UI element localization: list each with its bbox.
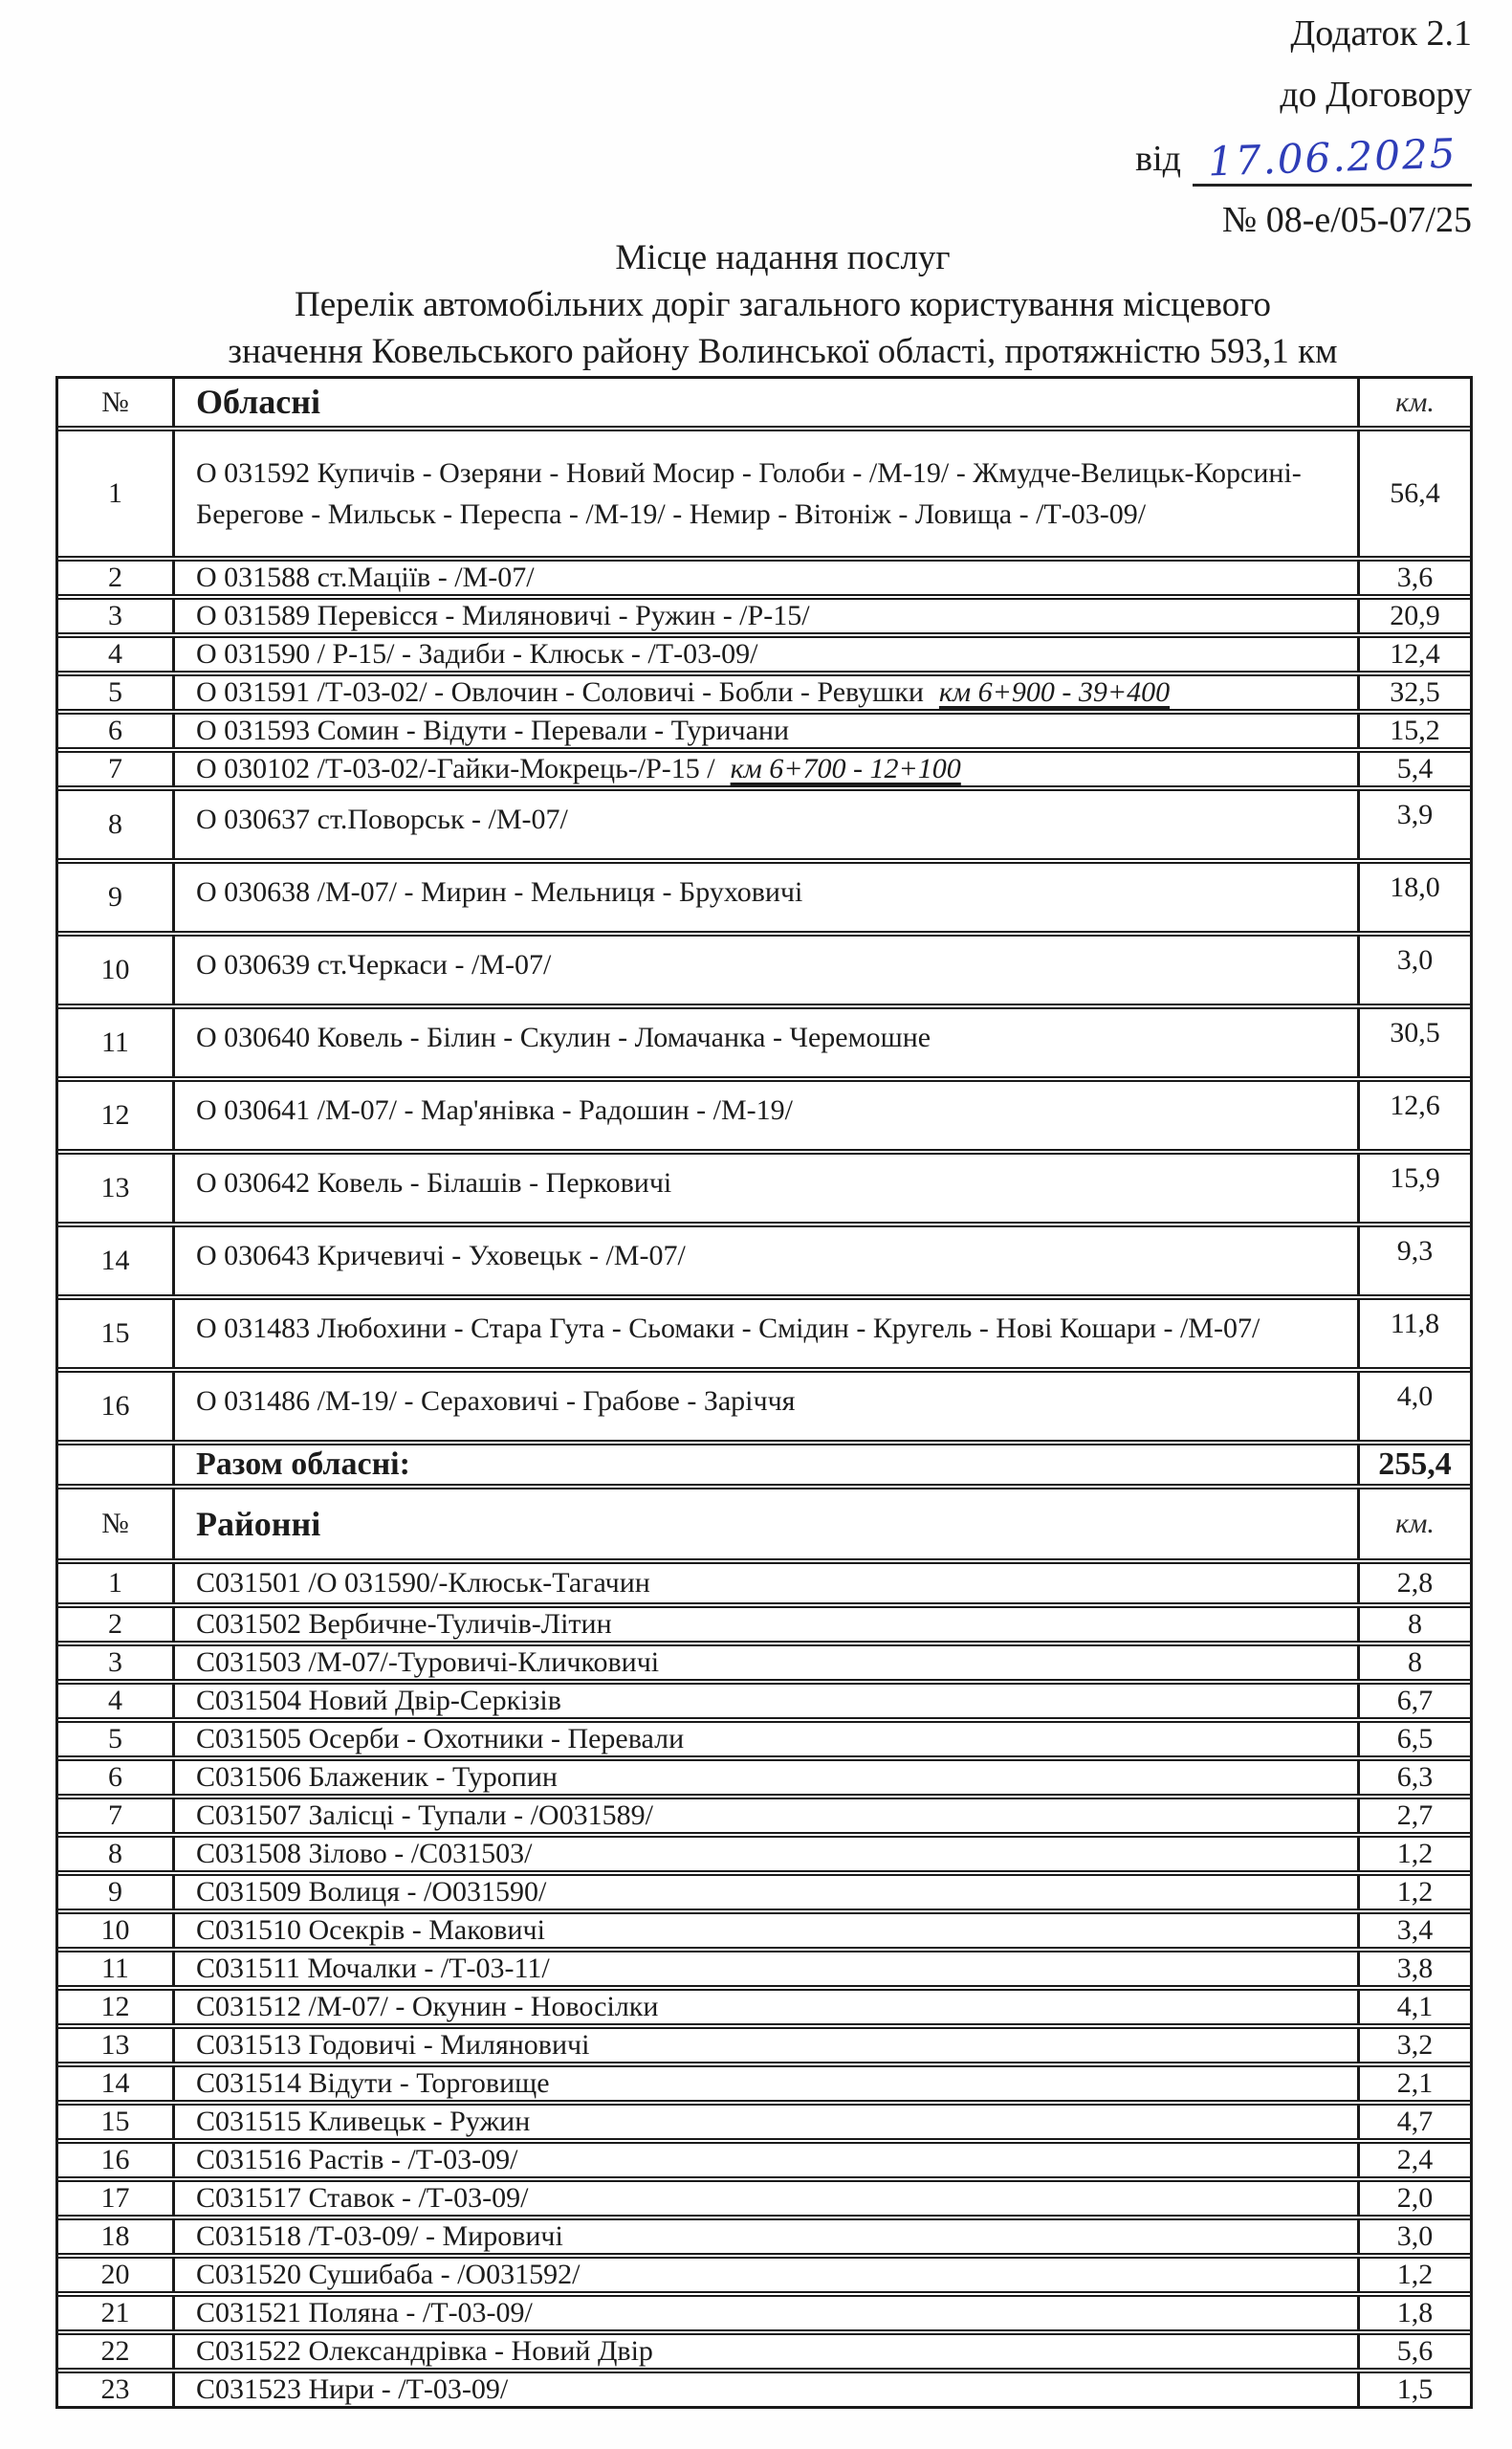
- date-underline: [1193, 129, 1472, 187]
- road-length-cell: 32,5: [1357, 676, 1470, 709]
- table-row: [58, 1004, 1470, 1076]
- road-name-cell: [175, 431, 1357, 556]
- road-name: С031512 /М-07/ - Окунин - Новосілки: [196, 1991, 659, 2023]
- road-name: С031520 Сушибаба - /О031592/: [196, 2259, 581, 2291]
- road-name: О 031592 Купичів - Озеряни - Новий Мосир - Голоби - /М-19/ - Жмудче-Велицьк-Корсині-Берегове - Мильськ - Переспа - /М-19/ - Немир - Вітоніж - Ловища - /Т-03-09/: [196, 456, 1302, 530]
- table-row: [58, 1076, 1470, 1149]
- road-name-cell: [175, 2106, 1357, 2138]
- road-name-cell: [175, 1876, 1357, 1908]
- title-block: [77, 235, 1489, 375]
- road-length-cell: 2,1: [1357, 2067, 1470, 2100]
- row-number-cell: 4: [58, 1685, 175, 1717]
- road-name: С031523 Нири - /Т-03-09/: [196, 2373, 509, 2406]
- contract-number: № 08-е/05-07/25: [1221, 200, 1472, 241]
- row-number-cell: 7: [58, 753, 175, 785]
- row-number-cell: 12: [58, 1991, 175, 2023]
- row-number-cell: 2: [58, 562, 175, 594]
- row-number-cell: 10: [58, 937, 175, 1004]
- table-row: [58, 671, 1470, 709]
- road-name: С031517 Ставок - /Т-03-09/: [196, 2182, 529, 2215]
- row-number-cell: 7: [58, 1799, 175, 1832]
- row-number-cell: 18: [58, 2220, 175, 2253]
- row-number-cell: 13: [58, 2029, 175, 2062]
- table-row: [58, 1641, 1470, 1679]
- row-number-cell: 16: [58, 1373, 175, 1440]
- regional-header-title: Обласні: [196, 383, 321, 422]
- road-length-cell: 2,7: [1357, 1799, 1470, 1832]
- road-length-cell: 30,5: [1357, 1009, 1470, 1076]
- district-header-num: №: [58, 1489, 175, 1558]
- table-row: [58, 2329, 1470, 2368]
- road-name: С031515 Кливецьк - Ружин: [196, 2106, 531, 2138]
- road-length-cell: 15,2: [1357, 715, 1470, 747]
- road-name: О 030637 ст.Поворськ - /М-07/: [196, 804, 568, 835]
- road-name-cell: [175, 1799, 1357, 1832]
- road-name-cell: [175, 1300, 1357, 1367]
- road-name-cell: [175, 1155, 1357, 1222]
- road-name: О 030640 Ковель - Білин - Скулин - Ломачанка - Черемошне: [196, 1022, 931, 1053]
- road-length-cell: 3,4: [1357, 1914, 1470, 1947]
- row-number-cell: 4: [58, 638, 175, 671]
- table-row: [58, 1985, 1470, 2023]
- table-row: [58, 1832, 1470, 1870]
- road-name-cell: [175, 1838, 1357, 1870]
- road-name-cell: [175, 2144, 1357, 2176]
- district-table-body: [58, 1564, 1470, 2406]
- road-length-cell: 1,2: [1357, 2259, 1470, 2291]
- row-number-cell: 11: [58, 1009, 175, 1076]
- road-name: О 031483 Любохини - Стара Гута - Сьомаки - Смідин - Кругель - Нові Кошари - /М-07/: [196, 1313, 1260, 1344]
- road-name: О 030639 ст.Черкаси - /М-07/: [196, 949, 552, 981]
- row-number-cell: 20: [58, 2259, 175, 2291]
- table-row: [58, 785, 1470, 858]
- table-row: [58, 2253, 1470, 2291]
- row-number-cell: 11: [58, 1953, 175, 1985]
- road-name-cell: [175, 2373, 1357, 2406]
- road-length-cell: 2,0: [1357, 2182, 1470, 2215]
- table-row: [58, 931, 1470, 1004]
- row-number-cell: 16: [58, 2144, 175, 2176]
- road-name: С031506 Блаженик - Туропин: [196, 1761, 558, 1794]
- road-name-cell: [175, 791, 1357, 858]
- table-row: [58, 1602, 1470, 1641]
- road-name: С031502 Вербичне-Туличів-Літин: [196, 1608, 612, 1641]
- road-length-cell: 6,5: [1357, 1723, 1470, 1755]
- row-number-cell: 2: [58, 1608, 175, 1641]
- road-length-cell: 12,4: [1357, 638, 1470, 671]
- table-row: [58, 2138, 1470, 2176]
- road-name: С031521 Поляна - /Т-03-09/: [196, 2297, 533, 2329]
- row-number-cell: 6: [58, 1761, 175, 1794]
- road-name-cell: [175, 2335, 1357, 2368]
- road-name: О 030641 /М-07/ - Мар'янівка - Радошин - /М-19/: [196, 1094, 793, 1126]
- row-number-cell: 15: [58, 1300, 175, 1367]
- table-row: [58, 1755, 1470, 1794]
- district-header-km: км.: [1357, 1489, 1470, 1558]
- table-row: [58, 1367, 1470, 1440]
- road-length-cell: 18,0: [1357, 864, 1470, 931]
- district-table-header: [58, 1489, 1470, 1564]
- road-name: С031501 /О 031590/-Клюськ-Тагачин: [196, 1567, 650, 1600]
- table-row: [58, 2023, 1470, 2062]
- table-row: [58, 594, 1470, 632]
- road-length-cell: 3,8: [1357, 1953, 1470, 1985]
- table-row: [58, 431, 1470, 556]
- row-number-cell: 13: [58, 1155, 175, 1222]
- road-name-cell: [175, 1953, 1357, 1985]
- district-header-title: Районні: [196, 1504, 321, 1543]
- road-name-cell: [175, 864, 1357, 931]
- regional-table-header: [58, 379, 1470, 431]
- road-length-cell: 6,3: [1357, 1761, 1470, 1794]
- road-length-cell: 2,4: [1357, 2144, 1470, 2176]
- handwritten-date: 17.06.2025: [1206, 129, 1457, 186]
- row-number-cell: 15: [58, 2106, 175, 2138]
- road-length-cell: 1,2: [1357, 1838, 1470, 1870]
- road-name: О 030642 Ковель - Білашів - Перковичі: [196, 1167, 672, 1199]
- table-row: [58, 1908, 1470, 1947]
- doc-header: [1135, 13, 1472, 261]
- table-row: [58, 2368, 1470, 2406]
- row-number-cell: 3: [58, 1646, 175, 1679]
- road-name: О 030643 Кричевичі - Уховецьк - /М-07/: [196, 1240, 686, 1271]
- row-number-cell: 14: [58, 2067, 175, 2100]
- row-number-cell: 1: [58, 431, 175, 556]
- road-name: С031513 Годовичі - Миляновичі: [196, 2029, 590, 2062]
- date-from-label: від: [1135, 139, 1181, 180]
- row-number-cell: 14: [58, 1227, 175, 1294]
- road-length-cell: 1,8: [1357, 2297, 1470, 2329]
- road-length-cell: 3,6: [1357, 562, 1470, 594]
- road-name-cell: [175, 1009, 1357, 1076]
- road-name-cell: [175, 715, 1357, 747]
- row-number-cell: 9: [58, 864, 175, 931]
- road-name-cell: [175, 1723, 1357, 1755]
- road-length-cell: 11,8: [1357, 1300, 1470, 1367]
- road-name: О 030638 /М-07/ - Мирин - Мельниця - Бруховичі: [196, 876, 803, 908]
- road-length-cell: 3,2: [1357, 2029, 1470, 2062]
- table-row: [58, 1149, 1470, 1222]
- road-name-cell: [175, 1685, 1357, 1717]
- regional-total-km: 255,4: [1357, 1445, 1470, 1484]
- table-row: [58, 709, 1470, 747]
- row-number-cell: 8: [58, 1838, 175, 1870]
- road-name: С031514 Відути - Торговище: [196, 2067, 550, 2100]
- road-name: С031509 Волиця - /О031590/: [196, 1876, 547, 1908]
- road-length-cell: 9,3: [1357, 1227, 1470, 1294]
- row-number-cell: 5: [58, 1723, 175, 1755]
- table-row: [58, 556, 1470, 594]
- road-km-range: км 6+700 - 12+100: [730, 753, 961, 785]
- table-row: [58, 2215, 1470, 2253]
- road-name: С031505 Осерби - Охотники - Перевали: [196, 1723, 685, 1755]
- table-row: [58, 1564, 1470, 1602]
- table-row: [58, 2100, 1470, 2138]
- road-name: С031503 /М-07/-Туровичі-Кличковичі: [196, 1646, 660, 1679]
- road-length-cell: 12,6: [1357, 1082, 1470, 1149]
- table-row: [58, 1294, 1470, 1367]
- road-name-cell: [175, 937, 1357, 1004]
- road-length-cell: 3,9: [1357, 791, 1470, 858]
- road-length-cell: 8: [1357, 1646, 1470, 1679]
- title-line-region: значення Ковельського району Волинської області, протяжністю 593,1 км: [228, 331, 1338, 371]
- road-length-cell: 5,4: [1357, 753, 1470, 785]
- road-name: О 031593 Сомин - Відути - Перевали - Туричани: [196, 715, 790, 747]
- road-name-cell: [175, 2067, 1357, 2100]
- regional-header-km: км.: [1357, 379, 1470, 426]
- row-number-cell: 12: [58, 1082, 175, 1149]
- road-name-cell: [175, 1082, 1357, 1149]
- road-name: О 030102 /Т-03-02/-Гайки-Мокрець-/Р-15 /: [196, 753, 715, 785]
- road-length-cell: 15,9: [1357, 1155, 1470, 1222]
- road-name-cell: [175, 2220, 1357, 2253]
- road-name-cell: [175, 1991, 1357, 2023]
- row-number-cell: 9: [58, 1876, 175, 1908]
- road-length-cell: 4,0: [1357, 1373, 1470, 1440]
- table-row: [58, 2062, 1470, 2100]
- road-length-cell: 4,1: [1357, 1991, 1470, 2023]
- table-row: [58, 1947, 1470, 1985]
- road-name: С031507 Залісці - Тупали - /О031589/: [196, 1799, 653, 1832]
- regional-header-num: №: [58, 379, 175, 426]
- table-row: [58, 1794, 1470, 1832]
- title-line-place: Місце надання послуг: [615, 238, 951, 277]
- road-length-cell: 3,0: [1357, 937, 1470, 1004]
- road-name-cell: [175, 1564, 1357, 1602]
- roads-tables: [55, 376, 1473, 2409]
- row-number-cell: 22: [58, 2335, 175, 2368]
- road-km-range: км 6+900 - 39+400: [938, 676, 1171, 709]
- table-row: [58, 632, 1470, 671]
- road-name-cell: [175, 638, 1357, 671]
- road-name-cell: [175, 600, 1357, 632]
- table-row: [58, 2176, 1470, 2215]
- road-length-cell: 6,7: [1357, 1685, 1470, 1717]
- road-name-cell: [175, 676, 1357, 709]
- regional-total-row: [58, 1440, 1470, 1489]
- row-number-cell: 10: [58, 1914, 175, 1947]
- road-name: О 031590 / Р-15/ - Задиби - Клюськ - /Т-03-09/: [196, 638, 758, 671]
- road-name: С031518 /Т-03-09/ - Мировичі: [196, 2220, 563, 2253]
- road-name: С031510 Осекрів - Маковичі: [196, 1914, 545, 1947]
- road-length-cell: 5,6: [1357, 2335, 1470, 2368]
- road-length-cell: 1,5: [1357, 2373, 1470, 2406]
- road-name-cell: [175, 753, 1357, 785]
- road-length-cell: 3,0: [1357, 2220, 1470, 2253]
- regional-total-label: Разом обласні:: [196, 1446, 410, 1483]
- road-name-cell: [175, 2029, 1357, 2062]
- road-length-cell: 4,7: [1357, 2106, 1470, 2138]
- row-number-cell: 3: [58, 600, 175, 632]
- road-name-cell: [175, 2297, 1357, 2329]
- road-name: О 031486 /М-19/ - Сераховичі - Грабове - Заріччя: [196, 1385, 796, 1417]
- road-name-cell: [175, 1914, 1357, 1947]
- table-row: [58, 1679, 1470, 1717]
- road-name-cell: [175, 2182, 1357, 2215]
- appendix-label: Додаток 2.1: [1290, 13, 1472, 54]
- road-name: С031522 Олександрівка - Новий Двір: [196, 2335, 653, 2368]
- row-number-cell: 6: [58, 715, 175, 747]
- table-row: [58, 1870, 1470, 1908]
- road-name-cell: [175, 2259, 1357, 2291]
- contract-date-line: [1135, 129, 1472, 187]
- road-name-cell: [175, 1373, 1357, 1440]
- row-number-cell: 8: [58, 791, 175, 858]
- regional-table-body: [58, 431, 1470, 1440]
- road-name: С031508 Зілово - /С031503/: [196, 1838, 533, 1870]
- road-name-cell: [175, 1227, 1357, 1294]
- regional-total-num-cell: [58, 1445, 175, 1484]
- row-number-cell: 23: [58, 2373, 175, 2406]
- table-row: [58, 747, 1470, 785]
- to-contract-label: до Договору: [1280, 74, 1472, 115]
- road-name-cell: [175, 562, 1357, 594]
- table-row: [58, 1222, 1470, 1294]
- road-length-cell: 8: [1357, 1608, 1470, 1641]
- road-length-cell: 1,2: [1357, 1876, 1470, 1908]
- road-name-cell: [175, 1646, 1357, 1679]
- row-number-cell: 17: [58, 2182, 175, 2215]
- title-line-list: Перелік автомобільних доріг загального користування місцевого: [295, 284, 1271, 324]
- road-name-cell: [175, 1761, 1357, 1794]
- road-name: С031511 Мочалки - /Т-03-11/: [196, 1953, 550, 1985]
- row-number-cell: 1: [58, 1564, 175, 1602]
- row-number-cell: 21: [58, 2297, 175, 2329]
- table-row: [58, 1717, 1470, 1755]
- road-name: С031504 Новий Двір-Серкізів: [196, 1685, 561, 1717]
- road-name: О 031589 Перевісся - Миляновичі - Ружин - /Р-15/: [196, 600, 810, 632]
- road-length-cell: 20,9: [1357, 600, 1470, 632]
- road-name: С031516 Растів - /Т-03-09/: [196, 2144, 518, 2176]
- road-length-cell: 56,4: [1357, 431, 1470, 556]
- road-length-cell: 2,8: [1357, 1564, 1470, 1602]
- row-number-cell: 5: [58, 676, 175, 709]
- table-row: [58, 2291, 1470, 2329]
- table-row: [58, 858, 1470, 931]
- road-name: О 031588 ст.Маціїв - /М-07/: [196, 562, 535, 594]
- road-name-cell: [175, 1608, 1357, 1641]
- road-name: О 031591 /Т-03-02/ - Овлочин - Соловичі - Бобли - Ревушки: [196, 676, 924, 709]
